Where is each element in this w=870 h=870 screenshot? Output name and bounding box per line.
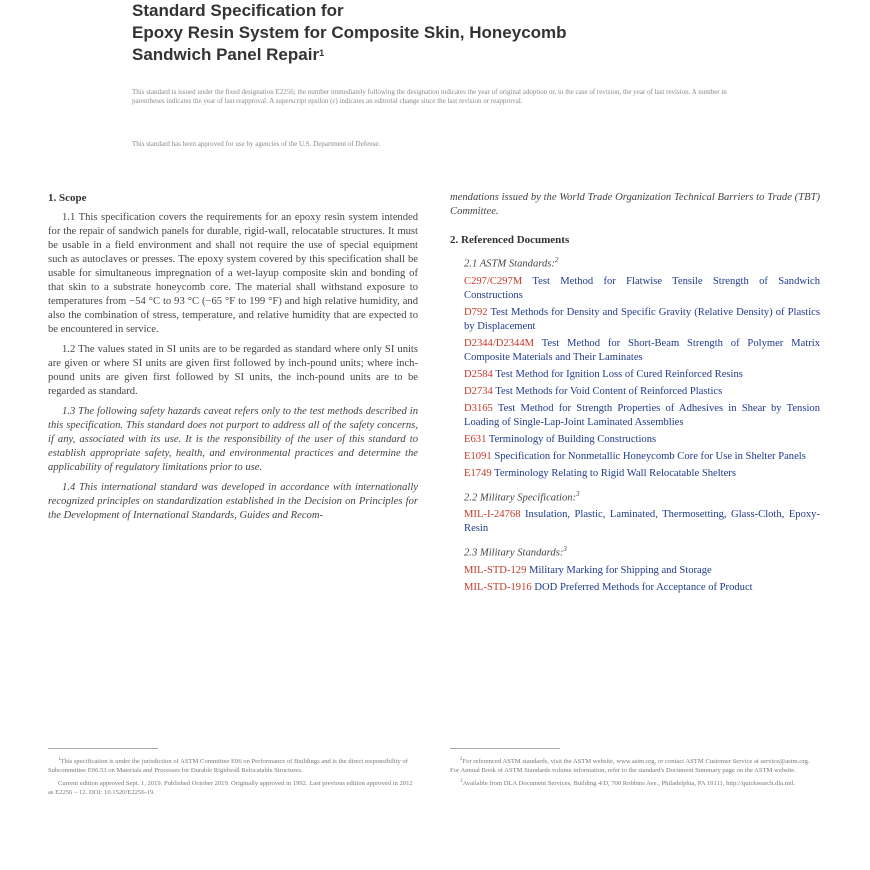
reference-title-link[interactable]: Insulation, Plastic, Laminated, Thermosetting, Glass-Cloth, Epoxy-Resin [464,509,820,535]
dod-approval-notice: This standard has been approved for use by agencies of the U.S. Department of Defense. [132,140,381,148]
military-standards-label [464,542,820,561]
reference-title-link[interactable]: Test Methods for Void Content of Reinforced Plastics [495,385,723,397]
reference-code-link[interactable]: D2584 [464,368,493,380]
reference-title-link[interactable]: Terminology of Building Constructions [488,433,657,445]
reference-item [464,402,820,430]
footnotes-right [450,756,820,792]
footnote-mark: 1 [58,757,61,762]
reference-item [464,508,820,536]
reference-item [464,368,820,382]
title-line-1: Standard Specification for [132,1,344,20]
astm-reference-list [450,275,820,481]
title-line-2: Epoxy Resin System for Composite Skin, Honeycomb [132,23,567,42]
reference-code-link[interactable]: D792 [464,306,488,318]
footnote-mark: 3 [460,779,463,785]
footnote-text: This specification is under the jurisdiction of ASTM Committee E06 on Performance of Buildings and is the direct responsibility of Subcommittee E06.53 on Materials and Processes for Durable Rigidwall Relocatable Structures. [48,758,408,774]
paragraph-1-3: 1.3 The following safety hazards caveat refers only to the test methods described in this specification. This standard does not purport to address all of the safety concerns, if any, associated with its use. It is the responsibility of the user of this standard to establish appropriate safety, health, and environmental practices and determine the applicability of regulatory limitations prior to use. [48,406,418,473]
paragraph-1-1: 1.1 This specification covers the requirements for an epoxy resin system intended for the repair of sandwich panels for durable, rigid-wall, relocatable structures. It must be usable in a field environment and shall not require the use of special equipment such as autoclaves or presses. The epoxy system covered by this specification shall be usable for simultaneous impregnation of a wet-layup composite skin and bonding of that skin to a substrate honeycomb core. The material shall withstand exposure to temperatures from −54 °C to 93 °C (−65 °F to 199 °F) and high relative humidity, and also the combination of stress, temperature, and relative humidity that are expected to be encountered in service. [48,212,418,335]
astm-footnote-mark: 2 [554,256,559,264]
reference-code-link[interactable]: D3165 [464,402,493,414]
reference-item [464,337,820,365]
footnote-text: For referenced ASTM standards, visit the ASTM website, www.astm.org, or contact ASTM Customer Service at service@astm.org. For Annual Book of ASTM Standards volume information, refer to the standard's Document Summary page on the ASTM website. [450,758,810,774]
reference-item [464,385,820,399]
footnote-text: Current edition approved Sept. 1, 2019. Published October 2019. Originally approved in 1992. Last previous edition approved in 2012 as E2256 – 12. DOI: 10.1520/E2256-19. [48,780,413,797]
reference-item [464,467,820,481]
designation-notice: This standard is issued under the fixed designation E2256; the number immediately following the designation indicates the year of original adoption or, in the case of revision, the year of last revision. A number in parentheses indicates the year of last reapproval. A superscript epsilon (ε) indicates an editorial change since the last revision or reapproval. [132,88,727,105]
astm-standards-label-text: 2.1 ASTM Standards: [464,258,555,270]
reference-item [464,433,820,447]
title-footnote-mark: 1 [319,48,325,58]
reference-title-link[interactable]: Terminology Relating to Rigid Wall Relocatable Shelters [494,467,736,479]
footnote-text: Available from DLA Document Services, Building 4/D, 700 Robbins Ave., Philadelphia, PA 19111, http://quicksearch.dla.mil. [462,780,796,788]
footnote [450,778,820,789]
reference-title-link[interactable]: Military Marking for Shipping and Storage [529,564,712,576]
reference-code-link[interactable]: E1749 [464,467,492,479]
reference-code-link[interactable]: D2734 [464,385,493,397]
military-specification-label [464,487,820,506]
footnote-mark: 2 [460,757,463,762]
reference-item [464,564,820,578]
reference-code-link[interactable]: E1091 [464,450,492,462]
milstd-footnote-mark: 3 [563,545,567,554]
military-standards-list [450,564,820,595]
section-2-heading: 2. Referenced Documents [450,234,570,246]
footnote-rule-right [450,748,560,749]
reference-code-link[interactable]: C297/C297M [464,275,523,287]
reference-code-link[interactable]: E631 [464,433,487,445]
paragraph-1-4-continued: mendations issued by the World Trade Organization Technical Barriers to Trade (TBT) Committee. [450,192,820,217]
military-standards-label-text: 2.3 Military Standards: [464,547,564,559]
reference-item [464,275,820,303]
reference-title-link[interactable]: Test Methods for Density and Specific Gravity (Relative Density) of Plastics by Displacement [464,306,820,332]
reference-title-link[interactable]: Specification for Nonmetallic Honeycomb Core for Use in Shelter Panels [494,450,806,462]
reference-code-link[interactable]: D2344/D2344M [464,337,535,349]
title-line-3-text: Sandwich Panel Repair [132,45,320,64]
title-line-3 [132,44,812,66]
footnote [48,756,418,775]
astm-standards-label [464,253,820,272]
footnote [48,778,418,797]
paragraph-1-4: 1.4 This international standard was developed in accordance with internationally recognized principles on standardization established in the Decision on Principles for the Development of International Standards, Guides and Recom- [48,482,418,521]
reference-title-link[interactable]: Test Method for Flatwise Tensile Strength of Sandwich Constructions [464,275,820,301]
reference-item [464,581,820,595]
reference-title-link[interactable]: Test Method for Strength Properties of Adhesives in Shear by Tension Loading of Single-Lap-Joint Laminated Assemblies [464,402,820,428]
paragraph-1-2: 1.2 The values stated in SI units are to be regarded as standard where only SI units are given or where SI units are given first followed by inch-pound units; where inch-pound units are given first followed by SI units, the inch-pound units are to be regarded as standard. [48,344,418,397]
reference-title-link[interactable]: DOD Preferred Methods for Acceptance of Product [534,581,753,593]
document-title [132,0,812,66]
footnotes-left [48,756,418,801]
reference-title-link[interactable]: Test Method for Short-Beam Strength of Polymer Matrix Composite Materials and Their Laminates [464,337,820,363]
military-specification-label-text: 2.2 Military Specification: [464,492,577,504]
reference-title-link[interactable]: Test Method for Ignition Loss of Cured Reinforced Resins [495,368,743,380]
reference-code-link[interactable]: MIL-I-24768 [464,509,521,521]
reference-item [464,306,820,334]
section-1-heading: 1. Scope [48,192,87,204]
reference-code-link[interactable]: MIL-STD-129 [464,564,527,576]
left-column [48,191,418,529]
footnote-rule-left [48,748,158,749]
footnote [450,756,820,775]
mil-footnote-mark: 3 [576,489,580,498]
reference-item [464,450,820,464]
military-specification-list [450,508,820,536]
reference-code-link[interactable]: MIL-STD-1916 [464,581,532,593]
right-column [450,191,820,598]
